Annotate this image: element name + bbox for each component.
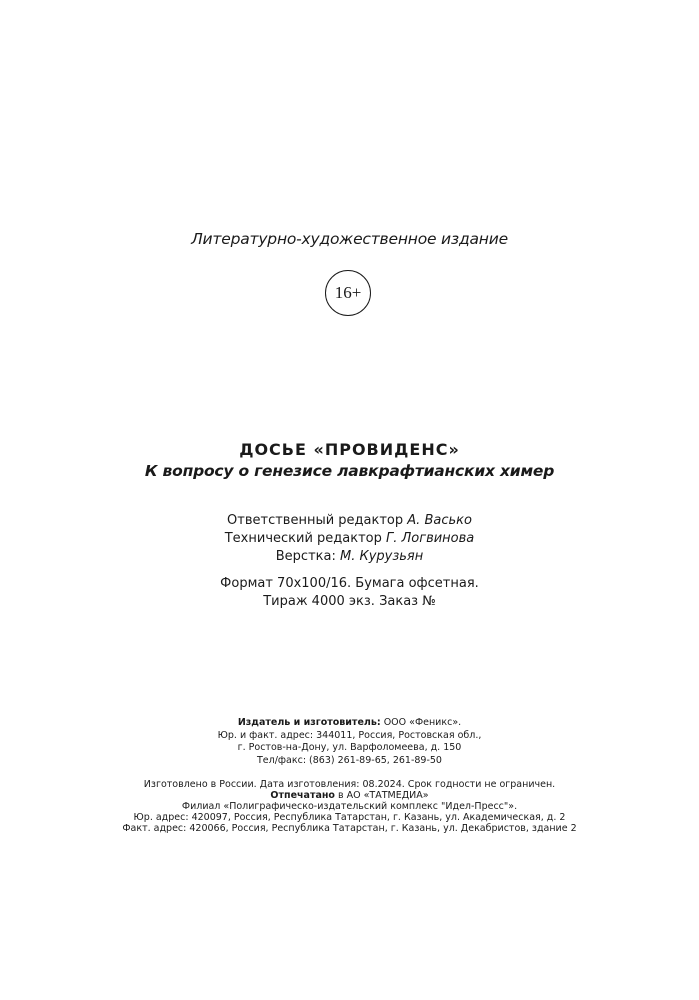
publisher-phone: Тел/факс: (863) 261-89-65, 261-89-50 bbox=[257, 754, 442, 766]
book-title: ДОСЬЕ «ПРОВИДЕНС» bbox=[239, 440, 460, 459]
credit-name: Г. Логвинова bbox=[386, 531, 475, 546]
age-rating-badge: 16+ bbox=[325, 270, 371, 316]
credit-line bbox=[0, 512, 699, 530]
credit-line bbox=[0, 530, 699, 548]
publisher-line bbox=[0, 717, 699, 730]
book-subtitle: К вопросу о генезисе лавкрафтианских химер bbox=[144, 462, 555, 480]
printed-line bbox=[0, 790, 699, 801]
credits-block bbox=[0, 512, 699, 566]
format-block bbox=[0, 575, 699, 611]
manufacture-line: Изготовлено в России. Дата изготовления: 08.2024. Срок годности не ограничен. bbox=[143, 779, 556, 790]
printed-at: в АО «ТАТМЕДИА» bbox=[337, 790, 429, 801]
credit-role: Верстка: bbox=[275, 549, 336, 564]
credit-role: Ответственный редактор bbox=[227, 513, 404, 528]
printer-actual-address: Факт. адрес: 420066, Россия, Республика Татарстан, г. Казань, ул. Декабристов, здание 2 bbox=[122, 823, 577, 834]
printer-branch: Филиал «Полиграфическо-издательский комплекс "Идел-Пресс"». bbox=[181, 801, 518, 812]
publisher-block bbox=[0, 717, 699, 767]
publisher-city: г. Ростов-на-Дону, ул. Варфоломеева, д. 150 bbox=[237, 742, 462, 753]
credit-line bbox=[0, 548, 699, 566]
credit-role: Технический редактор bbox=[224, 531, 382, 546]
printed-label: Отпечатано bbox=[270, 790, 335, 801]
printing-block bbox=[0, 779, 699, 834]
publisher-label: Издатель и изготовитель: bbox=[237, 717, 381, 728]
credit-name: М. Курузьян bbox=[339, 549, 424, 564]
publisher-address: Юр. и факт. адрес: 344011, Россия, Ростовская обл., bbox=[217, 729, 482, 741]
genre-label: Литературно-художественное издание bbox=[191, 230, 508, 248]
publisher-name: ООО «Феникс». bbox=[383, 717, 462, 728]
printer-legal-address: Юр. адрес: 420097, Россия, Республика Татарстан, г. Казань, ул. Академическая, д. 2 bbox=[133, 812, 566, 823]
format-line: Тираж 4000 экз. Заказ № bbox=[263, 594, 436, 609]
format-line: Формат 70x100/16. Бумага офсетная. bbox=[220, 576, 479, 591]
credit-name: А. Васько bbox=[407, 513, 472, 528]
